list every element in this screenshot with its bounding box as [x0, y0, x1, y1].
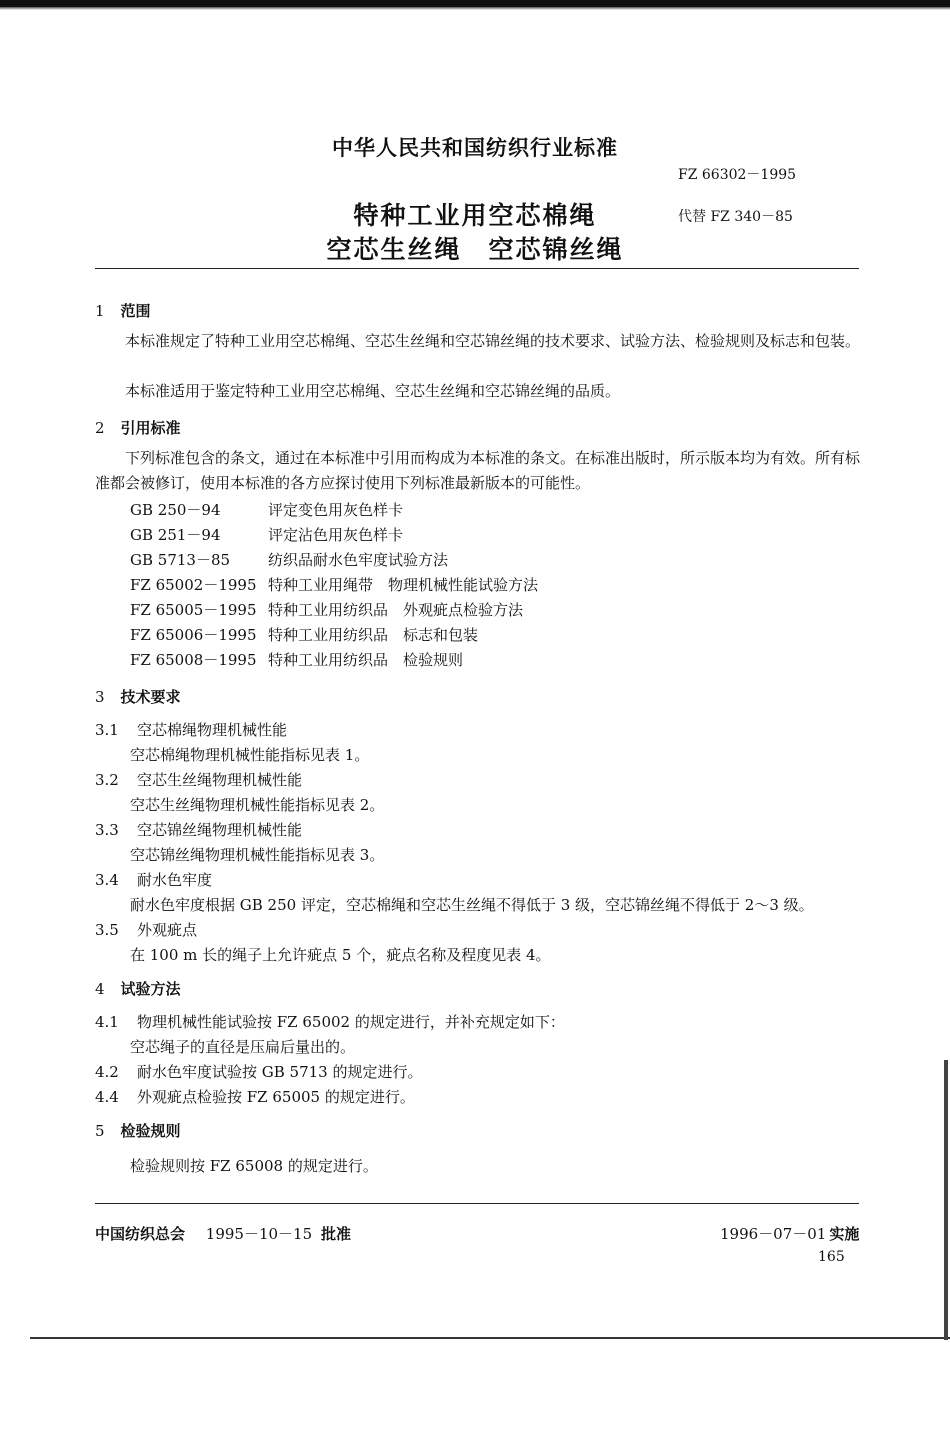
- section-number: 4: [95, 980, 105, 998]
- ref-title: 评定沾色用灰色样卡: [268, 526, 404, 544]
- ref-title: 评定变色用灰色样卡: [268, 501, 404, 519]
- ref-code: FZ 65008－1995: [130, 651, 257, 669]
- section-title: 检验规则: [120, 1122, 181, 1140]
- clause-number: 4.2: [95, 1063, 119, 1081]
- clause-number: 3.3: [95, 821, 119, 839]
- ref-code: FZ 65005－1995: [130, 601, 257, 619]
- clause-number: 3.2: [95, 771, 119, 789]
- section-title: 试验方法: [120, 980, 181, 998]
- approve-label: 批准: [320, 1225, 351, 1243]
- clause-title: 空芯棉绳物理机械性能: [137, 721, 288, 739]
- header-divider: [95, 268, 859, 269]
- ref-code: GB 251－94: [130, 526, 221, 544]
- clause-4-2: [95, 1061, 423, 1082]
- clause-4-4: [95, 1086, 415, 1107]
- bottom-scan-border: [30, 1337, 950, 1339]
- clause-text: 耐水色牢度根据 GB 250 评定，空芯棉绳和空芯生丝绳不得低于 3 级，空芯锦丝绳不得低于 2～3 级。: [130, 896, 814, 914]
- clause-text: 空芯生丝绳物理机械性能指标见表 2。: [130, 796, 385, 814]
- clause-title: 空芯锦丝绳物理机械性能: [137, 821, 303, 839]
- clause-3-2: [95, 769, 302, 790]
- ref-title: 特种工业用纺织品 检验规则: [268, 651, 464, 669]
- section-number: 2: [95, 419, 105, 437]
- clause-text: 空芯棉绳物理机械性能指标见表 1。: [130, 746, 370, 764]
- section-number: 5: [95, 1122, 105, 1140]
- clause-title: 耐水色牢度: [137, 871, 213, 889]
- ref-code: GB 5713－85: [130, 551, 231, 569]
- clause-3-4: [95, 869, 212, 890]
- clause-3-5: [95, 919, 197, 940]
- clause-4-1: [95, 1011, 565, 1032]
- approve-date: 1995－10－15: [205, 1225, 313, 1243]
- section-number: 3: [95, 688, 105, 706]
- ref-title: 纺织品耐水色牢度试验方法: [268, 551, 449, 569]
- clause-3-3: [95, 819, 302, 840]
- section-3-heading: [95, 686, 181, 707]
- top-scan-shadow: [0, 7, 950, 10]
- clause-number: 4.4: [95, 1088, 119, 1106]
- document-title-line2: 空芯生丝绳 空芯锦丝绳: [326, 235, 624, 264]
- section-2-paragraph-1: 下列标准包含的条文，通过在本标准中引用而构成为本标准的条文。在标准出版时，所示版本均为有效。所有标准都会被修订，使用本标准的各方应探讨使用下列标准最新版本的可能性。: [95, 449, 861, 492]
- clause-text: 在 100 m 长的绳子上允许疵点 5 个，疵点名称及程度见表 4。: [130, 946, 551, 964]
- section-1-heading: [95, 300, 151, 321]
- section-1-paragraph-2: 本标准适用于鉴定特种工业用空芯棉绳、空芯生丝绳和空芯锦丝绳的品质。: [125, 382, 621, 400]
- clause-number: 3.1: [95, 721, 119, 739]
- footer-divider: [95, 1203, 859, 1204]
- clause-number: 3.5: [95, 921, 119, 939]
- clause-title: 物理机械性能试验按 FZ 65002 的规定进行，并补充规定如下：: [137, 1013, 565, 1031]
- right-scan-edge: [944, 1060, 948, 1340]
- ref-code: GB 250－94: [130, 501, 221, 519]
- clause-number: 3.4: [95, 871, 119, 889]
- clause-title: 外观疵点: [137, 921, 198, 939]
- clause-text: 空芯绳子的直径是压扁后量出的。: [130, 1038, 356, 1056]
- section-2-heading: [95, 417, 181, 438]
- ref-title: 特种工业用绳带 物理机械性能试验方法: [268, 576, 539, 594]
- section-title: 技术要求: [120, 688, 181, 706]
- section-5-paragraph-1: 检验规则按 FZ 65008 的规定进行。: [130, 1157, 378, 1175]
- clause-title: 外观疵点检验按 FZ 65005 的规定进行。: [137, 1088, 415, 1106]
- implementation-date: 1996－07－01: [720, 1225, 827, 1243]
- ref-title: 特种工业用纺织品 标志和包装: [268, 626, 479, 644]
- clause-title: 耐水色牢度试验按 GB 5713 的规定进行。: [137, 1063, 423, 1081]
- ref-code: FZ 65002－1995: [130, 576, 257, 594]
- page-number: 165: [818, 1249, 845, 1265]
- section-1-paragraph-1: 本标准规定了特种工业用空芯棉绳、空芯生丝绳和空芯锦丝绳的技术要求、试验方法、检验规则及标志和包装。: [125, 332, 861, 350]
- issuer: 中国纺织总会: [95, 1225, 186, 1243]
- section-title: 引用标准: [120, 419, 181, 437]
- section-4-heading: [95, 978, 181, 999]
- standard-category-title: 中华人民共和国纺织行业标准: [332, 136, 618, 160]
- top-scan-border: [0, 0, 950, 7]
- section-title: 范围: [120, 302, 151, 320]
- replaces-standard: 代替 FZ 340－85: [678, 209, 793, 225]
- clause-3-1: [95, 719, 287, 740]
- ref-code: FZ 65006－1995: [130, 626, 257, 644]
- clause-number: 4.1: [95, 1013, 119, 1031]
- clause-title: 空芯生丝绳物理机械性能: [137, 771, 303, 789]
- standard-code: FZ 66302－1995: [678, 167, 797, 183]
- section-5-heading: [95, 1120, 181, 1141]
- implementation-label: 实施: [829, 1225, 860, 1243]
- clause-text: 空芯锦丝绳物理机械性能指标见表 3。: [130, 846, 385, 864]
- approval-line: [95, 1223, 351, 1244]
- ref-title: 特种工业用纺织品 外观疵点检验方法: [268, 601, 524, 619]
- section-number: 1: [95, 302, 105, 320]
- implementation-line: [720, 1223, 859, 1244]
- document-title-line1: 特种工业用空芯棉绳: [353, 201, 597, 230]
